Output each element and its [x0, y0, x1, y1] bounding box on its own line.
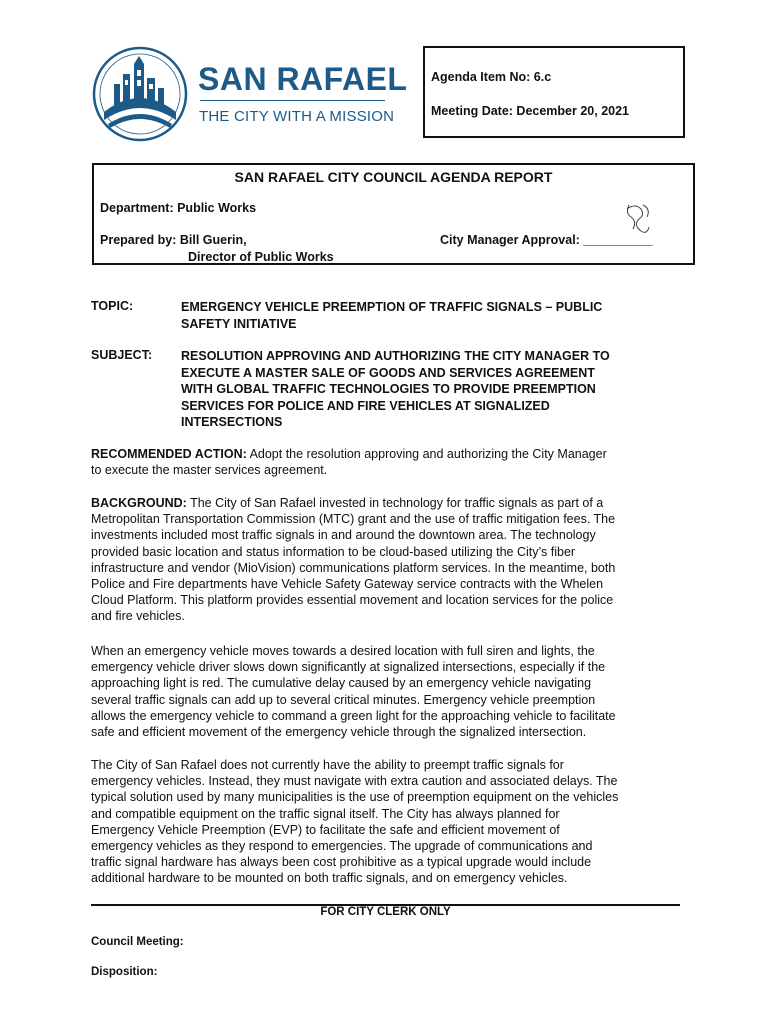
meeting-date: Meeting Date: December 20, 2021 — [431, 104, 630, 118]
brand-name: SAN RAFAEL — [198, 61, 408, 97]
paragraph-line: emergency vehicle driver slows down significantly at signalized intersections, especially if the — [91, 660, 606, 675]
background-line: Police and Fire departments have Vehicle Safety Gateway service contracts with the Whelen — [91, 577, 604, 592]
background-label: BACKGROUND: — [91, 496, 187, 510]
prepared-by: Prepared by: Bill Guerin, — [100, 233, 247, 247]
emergency-delay-paragraph — [91, 643, 691, 740]
paragraph-line: When an emergency vehicle moves towards a desired location with full siren and lights, the — [91, 644, 595, 658]
background-line: Metropolitan Transportation Commission (MTC) grant and the use of traffic mitigation fees. The — [91, 512, 616, 527]
paragraph-line: Emergency Vehicle Preemption (EVP) to facilitate the safe and efficient movement of — [91, 822, 560, 837]
subject-line: SERVICES FOR POLICE AND FIRE VEHICLES AT SIGNALIZED — [181, 398, 550, 413]
paragraph-line: safe and efficient movement of the emergency vehicle through the signalized intersection. — [91, 725, 587, 740]
topic-label: TOPIC: — [91, 299, 134, 313]
topic-text — [181, 299, 602, 332]
subject-label: SUBJECT: — [91, 348, 153, 362]
paragraph-line: approaching light is red. The cumulative delay caused by an emergency vehicle navigating — [91, 676, 592, 691]
signature-mark — [621, 199, 657, 237]
recommended-action-text: Adopt the resolution approving and authorizing the City Manager — [246, 447, 607, 461]
agenda-item-number: Agenda Item No: 6.c — [431, 70, 552, 84]
background-line: Cloud Platform. This platform provides essential movement and location services for the police — [91, 593, 614, 608]
background-line: The City of San Rafael invested in technology for traffic signals as part of a — [186, 496, 604, 510]
background-line: and fire vehicles. — [91, 609, 185, 624]
recommended-action-label: RECOMMENDED ACTION: — [91, 447, 247, 461]
paragraph-line: several traffic signals can add up to several critical minutes. Emergency vehicle preemption — [91, 692, 596, 707]
report-header-box — [92, 163, 695, 265]
subject-text — [181, 348, 610, 431]
recommended-action-text: to execute the master services agreement. — [91, 463, 328, 478]
preemption-paragraph — [91, 757, 691, 887]
brand-divider — [200, 100, 385, 101]
report-title: SAN RAFAEL CITY COUNCIL AGENDA REPORT — [234, 169, 553, 185]
subject-line: EXECUTE A MASTER SALE OF GOODS AND SERVICES AGREEMENT — [181, 365, 595, 380]
brand-tagline: THE CITY WITH A MISSION — [199, 108, 395, 125]
paragraph-line: allows the emergency vehicle to command a green light for the approaching vehicle to facilitate — [91, 708, 616, 723]
background-line: investments included most traffic signals in and around the downtown area. The technology — [91, 528, 596, 543]
topic-line: EMERGENCY VEHICLE PREEMPTION OF TRAFFIC SIGNALS – PUBLIC — [181, 300, 603, 314]
department: Department: Public Works — [100, 201, 257, 215]
subject-line: RESOLUTION APPROVING AND AUTHORIZING THE CITY MANAGER TO — [181, 349, 610, 363]
disposition-label: Disposition: — [91, 966, 158, 978]
subject-line: INTERSECTIONS — [181, 415, 283, 429]
recommended-action — [91, 446, 691, 478]
background-line: infrastructure and vendor (MioVision) communications platform services. In the meantime, both — [91, 560, 616, 575]
city-manager-approval: City Manager Approval: __________ — [440, 233, 653, 247]
city-seal-logo — [90, 44, 190, 144]
paragraph-line: The City of San Rafael does not currently have the ability to preempt traffic signals for — [91, 758, 564, 772]
topic-line: SAFETY INITIATIVE — [181, 316, 297, 331]
background-paragraph — [91, 495, 691, 625]
background-line: provided basic location and status information to be cloud-based utilizing the City’s fiber — [91, 544, 576, 559]
paragraph-line: emergency vehicles. Instead, they must navigate with extra caution and associated delays. The — [91, 774, 618, 789]
paragraph-line: typical solution used by many municipalities is the use of preemption equipment on the vehicles — [91, 790, 619, 805]
agenda-info-box — [423, 46, 685, 138]
prepared-by-title: Director of Public Works — [188, 250, 334, 264]
subject-line: WITH GLOBAL TRAFFIC TECHNOLOGIES TO PROVIDE PREEMPTION — [181, 382, 596, 396]
council-meeting-label: Council Meeting: — [91, 936, 184, 948]
paragraph-line: traffic signal hardware has always been cost prohibitive as a typical upgrade would include — [91, 855, 592, 870]
paragraph-line: emergency vehicles as they respond to emergencies. The upgrade of communications and — [91, 839, 593, 854]
paragraph-line: additional hardware to be mounted on both traffic signals, and on emergency vehicles. — [91, 871, 568, 886]
city-clerk-heading: FOR CITY CLERK ONLY — [320, 906, 451, 918]
paragraph-line: and compatible equipment on the traffic signal itself. The City has always planned for — [91, 806, 560, 821]
